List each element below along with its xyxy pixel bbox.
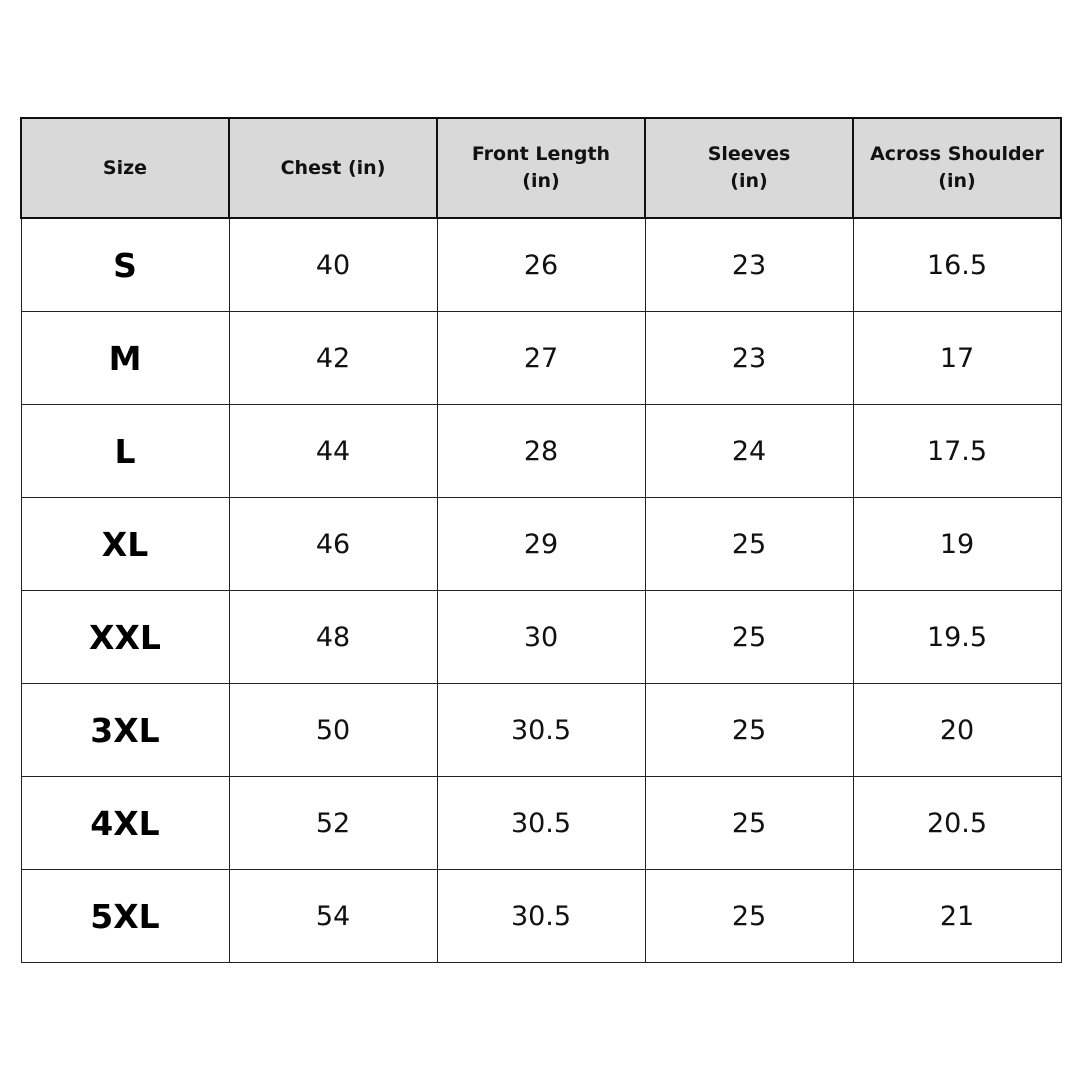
- header-across-shoulder-unit: (in): [938, 170, 976, 192]
- size-cell: L: [21, 405, 229, 498]
- header-chest: [229, 118, 437, 218]
- front-length-cell: 26: [437, 218, 645, 312]
- header-row: [21, 118, 1061, 218]
- front-length-cell: 30.5: [437, 870, 645, 963]
- table-row: [21, 405, 1061, 498]
- chest-cell: 44: [229, 405, 437, 498]
- across-shoulder-cell: 20.5: [853, 777, 1061, 870]
- across-shoulder-cell: 17.5: [853, 405, 1061, 498]
- table-row: [21, 591, 1061, 684]
- front-length-cell: 27: [437, 312, 645, 405]
- sleeves-cell: 25: [645, 684, 853, 777]
- front-length-cell: 30.5: [437, 684, 645, 777]
- across-shoulder-cell: 19: [853, 498, 1061, 591]
- size-cell: XXL: [21, 591, 229, 684]
- size-chart-header: [21, 118, 1061, 218]
- header-across-shoulder: [853, 118, 1061, 218]
- sleeves-cell: 25: [645, 777, 853, 870]
- size-cell: 3XL: [21, 684, 229, 777]
- header-size-label: Size: [102, 156, 148, 179]
- header-sleeves-unit: (in): [730, 170, 768, 192]
- across-shoulder-cell: 20: [853, 684, 1061, 777]
- sleeves-cell: 25: [645, 591, 853, 684]
- header-front-length-label: Front Length: [471, 143, 611, 165]
- chest-cell: 40: [229, 218, 437, 312]
- table-row: [21, 870, 1061, 963]
- size-chart-body: [21, 218, 1061, 963]
- header-across-shoulder-label: Across Shoulder: [870, 143, 1044, 165]
- header-front-length-unit: (in): [522, 170, 560, 192]
- table-row: [21, 684, 1061, 777]
- size-cell: 4XL: [21, 777, 229, 870]
- sleeves-cell: 25: [645, 870, 853, 963]
- table-row: [21, 312, 1061, 405]
- header-sleeves: [645, 118, 853, 218]
- front-length-cell: 28: [437, 405, 645, 498]
- table-row: [21, 218, 1061, 312]
- header-chest-label: Chest (in): [280, 156, 386, 179]
- chest-cell: 48: [229, 591, 437, 684]
- across-shoulder-cell: 17: [853, 312, 1061, 405]
- size-chart-table: [20, 117, 1062, 963]
- header-sleeves-label: Sleeves: [707, 143, 791, 165]
- header-size: [21, 118, 229, 218]
- chest-cell: 46: [229, 498, 437, 591]
- across-shoulder-cell: 19.5: [853, 591, 1061, 684]
- sleeves-cell: 23: [645, 218, 853, 312]
- front-length-cell: 30: [437, 591, 645, 684]
- header-front-length: [437, 118, 645, 218]
- chest-cell: 52: [229, 777, 437, 870]
- table-row: [21, 498, 1061, 591]
- front-length-cell: 29: [437, 498, 645, 591]
- size-cell: 5XL: [21, 870, 229, 963]
- table-row: [21, 777, 1061, 870]
- size-cell: XL: [21, 498, 229, 591]
- chest-cell: 54: [229, 870, 437, 963]
- chest-cell: 42: [229, 312, 437, 405]
- size-cell: M: [21, 312, 229, 405]
- front-length-cell: 30.5: [437, 777, 645, 870]
- across-shoulder-cell: 21: [853, 870, 1061, 963]
- sleeves-cell: 25: [645, 498, 853, 591]
- chest-cell: 50: [229, 684, 437, 777]
- sleeves-cell: 23: [645, 312, 853, 405]
- across-shoulder-cell: 16.5: [853, 218, 1061, 312]
- size-cell: S: [21, 218, 229, 312]
- sleeves-cell: 24: [645, 405, 853, 498]
